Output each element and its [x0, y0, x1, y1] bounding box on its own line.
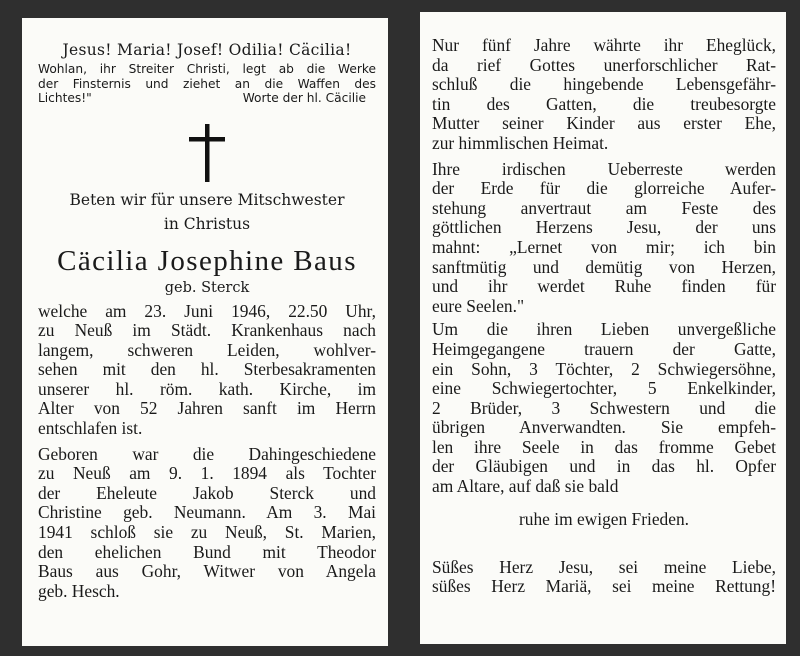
motto-attribution: Worte der hl. Cäcilie: [242, 91, 366, 105]
motto-quote: [38, 62, 376, 106]
text-line: und ihr werdet Ruhe finden für: [432, 276, 776, 297]
maiden-name: geb. Sterck: [164, 279, 250, 296]
text-line: der Eheleute Jakob Sterck und: [38, 482, 376, 503]
text-line: Süßes Herz Jesu, sei meine Liebe,: [432, 556, 776, 577]
cross-icon: [189, 124, 225, 182]
text-line: Mutter seiner Kinder aus erster Ehe,: [432, 113, 776, 134]
left-card-page: [22, 18, 388, 646]
text-line: entschlafen ist.: [38, 418, 143, 439]
text-line: geb. Hesch.: [38, 580, 120, 601]
deceased-name: Cäcilia Josephine Baus: [57, 244, 357, 277]
text-line: Christine geb. Neumann. Am 3. Mai: [38, 502, 376, 523]
motto-quote-last-row: [38, 91, 376, 106]
text-line: eure Seelen.": [432, 295, 525, 316]
text-line: unserer hl. röm. kath. Kirche, im: [38, 378, 376, 399]
text-line: Um die ihren Lieben unvergeßliche: [432, 319, 776, 340]
text-line: Heimgegangene trauern der Gatte,: [432, 338, 776, 359]
closing-prayer: [432, 558, 776, 597]
motto-header: Jesus! Maria! Josef! Odilia! Cäcilia!: [62, 41, 352, 59]
text-line: ein Sohn, 3 Töchter, 2 Schwiegersöhne,: [432, 358, 776, 379]
text-line: sehen mit den hl. Sterbesakramenten: [38, 359, 376, 380]
text-line: Ihre irdischen Ueberreste werden: [432, 158, 776, 179]
intro-line: Beten wir für unsere Mitschwester: [69, 190, 345, 209]
text-line: süßes Herz Mariä, sei meine Rettung!: [432, 576, 776, 597]
right-card-page: [420, 12, 786, 644]
text-line: tin des Gatten, die treubesorgte: [432, 93, 776, 114]
motto-quote-line: der Finsternis und ziehet an die Waffen des: [38, 76, 376, 91]
text-line: eine Schwiegertochter, 5 Enkelkinder,: [432, 378, 776, 399]
text-line: stehung anvertraut am Feste des: [432, 197, 776, 218]
text-line: da rief Gottes unerforschlicher Rat-: [432, 54, 776, 75]
text-line: 2 Brüder, 3 Schwestern und die: [432, 397, 776, 418]
text-line: schluß die hingebende Lebensgefähr-: [432, 74, 776, 95]
text-line: Baus aus Gohr, Witwer von Angela: [38, 561, 376, 582]
text-line: 1941 schloß sie zu Neuß, St. Marien,: [38, 522, 376, 543]
text-line: zu Neuß im Städt. Krankenhaus nach: [38, 320, 376, 341]
text-line: zur himmlischen Heimat.: [432, 132, 609, 153]
text-line: übrigen Anverwandten. Sie empfeh-: [432, 417, 776, 438]
motto-quote-line: Lichtes!": [38, 91, 92, 105]
intro-text: [38, 188, 376, 236]
intro-line: in Christus: [163, 214, 251, 233]
biography-paragraph: [38, 302, 376, 439]
text-line: sanftmütig und demütig von Herzen,: [432, 256, 776, 277]
text-line: Alter von 52 Jahren sanft im Herrn: [38, 398, 376, 419]
mourners-paragraph: [432, 320, 776, 496]
motto-quote-line: Wohlan, ihr Streiter Christi, legt ab die Werke: [38, 62, 376, 76]
text-line: göttlichen Herzens Jesu, der uns: [432, 217, 776, 238]
text-line: zu Neuß am 9. 1. 1894 als Tochter: [38, 463, 376, 484]
birth-paragraph: [38, 445, 376, 602]
text-line: Geboren war die Dahingeschiedene: [38, 443, 376, 464]
text-line: den ehelichen Bund mit Theodor: [38, 541, 376, 562]
burial-paragraph: [432, 160, 776, 317]
text-line: Nur fünf Jahre währte ihr Eheglück,: [432, 35, 776, 55]
text-line: am Altare, auf daß sie bald: [432, 476, 619, 497]
text-line: mahnt: „Lernet von mir; ich bin: [432, 236, 776, 257]
text-line: welche am 23. Juni 1946, 22.50 Uhr,: [38, 300, 376, 321]
text-line: langem, schweren Leiden, wohlver-: [38, 339, 376, 360]
marriage-paragraph: [432, 36, 776, 154]
text-line: der Erde für die glorreiche Aufer-: [432, 178, 776, 199]
text-line: len ihre Seele in das fromme Gebet: [432, 436, 776, 457]
rest-in-peace-line: ruhe im ewigen Frieden.: [519, 508, 689, 529]
text-line: der Gläubigen und in das hl. Opfer: [432, 456, 776, 477]
